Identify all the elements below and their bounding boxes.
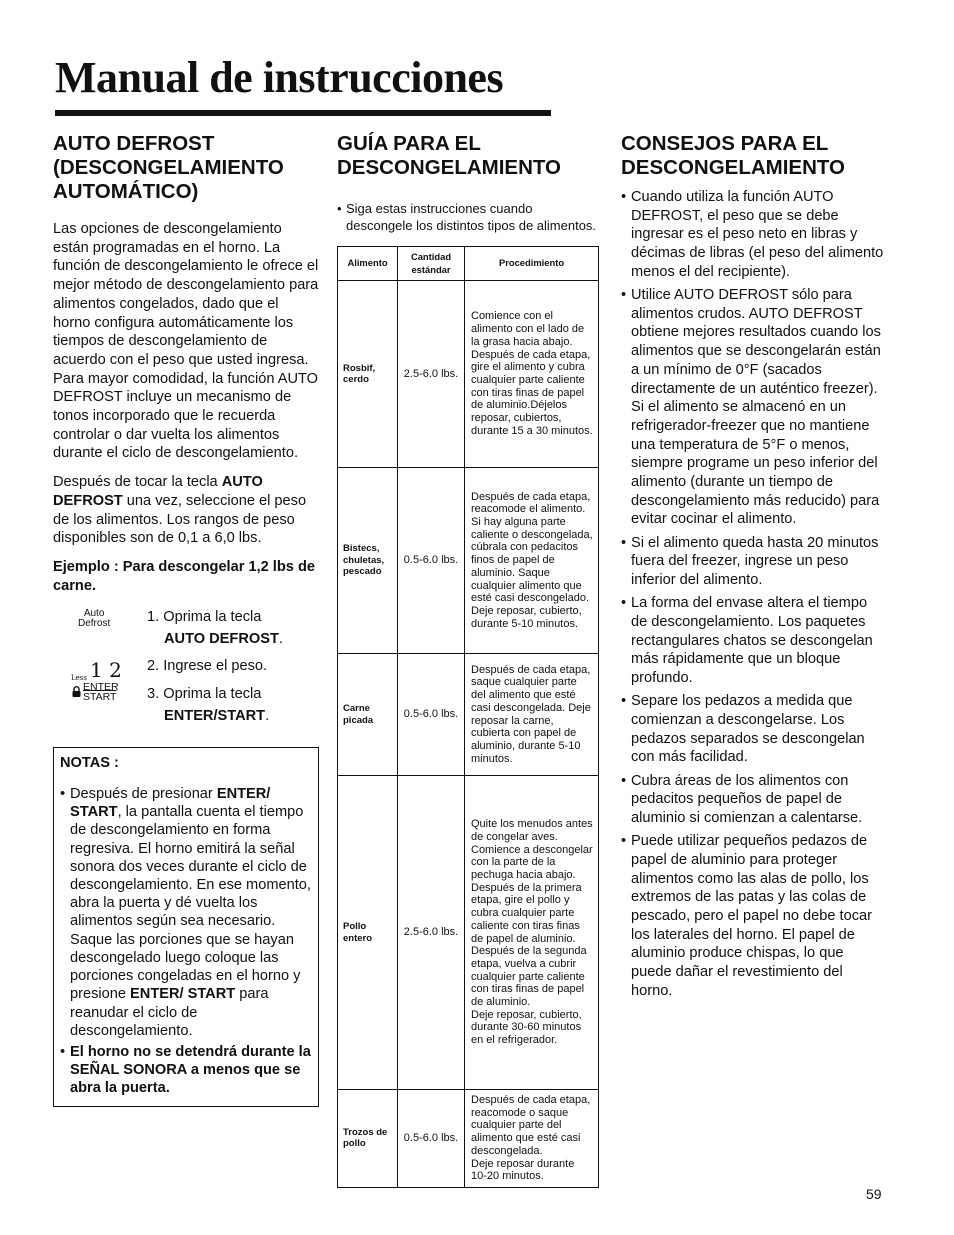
tip-item: • La forma del envase altera el tiempo de descongelamiento. Los paquetes rectangulares chatos se descongelan más rápidamente que un bloque profundo. bbox=[621, 594, 887, 688]
defrost-tips-column bbox=[621, 130, 887, 1001]
tip-item: • Utilice AUTO DEFROST sólo para alimentos crudos. AUTO DEFROST obtiene mejores resultados cuando los alimentos que se descongelarán están a un mínimo de 0°F (sacados directamente de un auténtico freezer). Si el alimento se almacenó en un refrigerador-freezer que no mantiene una temperatura de 5°F o menos, siempre programe un peso inferior del alimento (durante un tiempo de descongelamiento más reducido) para evitar cocinar el alimento. bbox=[621, 286, 887, 529]
step-3: 3. Oprima la tecla ENTER/START. bbox=[147, 686, 270, 725]
auto-defrost-column bbox=[53, 130, 319, 1107]
auto-defrost-key-icon: Auto Defrost bbox=[78, 608, 111, 630]
page-title: Manual de instrucciones bbox=[55, 53, 504, 102]
note-item: • El horno no se detendrá durante la SEÑAL SONORA a menos que se abra la puerta. bbox=[60, 1043, 312, 1098]
example-heading: Ejemplo : Para descongelar 1,2 lbs de carne. bbox=[53, 558, 315, 594]
auto-defrost-instructions: Después de tocar la tecla AUTO DEFROST una vez, seleccione el peso de los alimentos. Los rangos de peso disponibles son de 0,1 a 6,0 lbs. bbox=[53, 474, 307, 547]
table-row bbox=[338, 468, 599, 654]
note-item: • Después de presionar ENTER/ START, la pantalla cuenta el tiempo de descongelamiento en forma regresiva. El horno emitirá la señal sonora dos veces durante el ciclo de descongelamiento. En ese momento, abra la puerta y dé vuelta los alimentos según sea necesario. Saque las porciones que se hayan descongelado luego coloque las porciones congeladas en el horno y presione ENTER/ START para reanudar el ciclo de descongelamiento. bbox=[60, 785, 312, 1040]
column-header-food: Alimento bbox=[338, 247, 398, 281]
quantity-cell: 0.5-6.0 lbs. bbox=[398, 654, 465, 776]
food-cell: Trozos de pollo bbox=[338, 1090, 398, 1188]
table-row bbox=[338, 776, 599, 1090]
defrost-guide-column bbox=[337, 130, 599, 1188]
column-header-quantity: Cantidad estándar bbox=[398, 247, 465, 281]
defrost-guide-heading: GUÍA PARA EL DESCONGELAMIENTO bbox=[337, 132, 561, 179]
lock-icon bbox=[72, 686, 81, 697]
tip-item: • Cubra áreas de los alimentos con pedacitos pequeños de papel de aluminio si comienzan a calentarse. bbox=[621, 772, 887, 828]
title-rule bbox=[55, 110, 551, 116]
defrost-tips-heading: CONSEJOS PARA EL DESCONGELAMIENTO bbox=[621, 132, 845, 179]
column-header-procedure: Procedimiento bbox=[465, 247, 599, 281]
quantity-cell: 2.5-6.0 lbs. bbox=[398, 776, 465, 1090]
food-cell: Bistecs, chuletas, pescado bbox=[338, 468, 398, 654]
notes-title: NOTAS : bbox=[60, 755, 119, 772]
tip-item: • Cuando utiliza la función AUTO DEFROST, el peso que se debe ingresar es el peso neto en libras y décimas de libras (el peso del alimento menos el del recipiente). bbox=[621, 188, 887, 282]
auto-defrost-heading: AUTO DEFROST (DESCONGELAMIENTO AUTOMÁTICO) bbox=[53, 132, 284, 203]
step-2: 2. Ingrese el peso. bbox=[147, 658, 268, 675]
page-number: 59 bbox=[866, 1186, 882, 1202]
food-cell: Carne picada bbox=[338, 654, 398, 776]
procedure-cell: Después de cada etapa, saque cualquier parte del alimento que esté casi descongelada. Deje reposar la carne, cubierta con papel de aluminio, durante 5-10 minutos. bbox=[465, 654, 599, 776]
table-row bbox=[338, 281, 599, 468]
auto-defrost-intro: Las opciones de descongelamiento están programadas en el horno. La función de descongelamiento le ofrece el mejor método de descongelamiento para alimentos congelados, dado que el horno configura automáticamente los tiempos de descongelamiento de acuerdo con el peso que usted ingresa. Para mayor comodidad, la función AUTO DEFROST incluye un mecanismo de tonos incorporado que le recuerda controlar o dar vuelta los alimentos durante el ciclo de descongelamiento. bbox=[53, 221, 319, 462]
defrost-tips-list bbox=[621, 188, 887, 1001]
step-1: 1. Oprima la tecla AUTO DEFROST. bbox=[147, 609, 283, 648]
table-row bbox=[338, 1090, 599, 1188]
procedure-cell: Después de cada etapa, reacomode el alimento. Si hay alguna parte caliente o descongelada, cúbrala con pedacitos finos de papel de aluminio. Saque cualquier alimento que esté casi descongelado. Deje reposar, cubierto, durante 5-10 minutos. bbox=[465, 468, 599, 654]
enter-start-key-icon: ENTER START bbox=[72, 682, 119, 702]
procedure-cell: Después de cada etapa, reacomode o saque cualquier parte del alimento que esté casi descongelada. Deje reposar durante 10-20 minutos. bbox=[465, 1090, 599, 1188]
tip-item: • Si el alimento queda hasta 20 minutos fuera del freezer, ingrese un peso inferior del alimento. bbox=[621, 534, 887, 590]
notes-box bbox=[53, 747, 319, 1106]
defrost-guide-intro: • Siga estas instrucciones cuando descongele los distintos tipos de alimentos. bbox=[337, 200, 599, 234]
tip-item: • Separe los pedazos a medida que comienzan a descongelarse. Los pedazos separados se descongelan con más facilidad. bbox=[621, 692, 887, 767]
quantity-cell: 2.5-6.0 lbs. bbox=[398, 281, 465, 468]
food-cell: Rosbif, cerdo bbox=[338, 281, 398, 468]
defrost-guide-table bbox=[337, 246, 599, 1188]
food-cell: Pollo entero bbox=[338, 776, 398, 1090]
number-keys-icon: Less 1 2 bbox=[71, 658, 122, 683]
table-header-row bbox=[338, 247, 599, 281]
procedure-cell: Comience con el alimento con el lado de la grasa hacia abajo. Después de cada etapa, gire el alimento y cubra cualquier parte caliente con tiras finas de papel de aluminio.Déjelos reposar, cubiertos, durante 15 a 30 minutos. bbox=[465, 281, 599, 468]
tip-item: • Puede utilizar pequeños pedazos de papel de aluminio para proteger alimentos como las alas de pollo, los extremos de las patas y las colas de pescado, pero el papel no debe tocar los laterales del horno. El papel de aluminio produce chispas, lo que puede dañar el revestimiento del horno. bbox=[621, 832, 887, 1000]
quantity-cell: 0.5-6.0 lbs. bbox=[398, 468, 465, 654]
example-steps bbox=[53, 609, 319, 729]
table-row bbox=[338, 654, 599, 776]
quantity-cell: 0.5-6.0 lbs. bbox=[398, 1090, 465, 1188]
procedure-cell: Quite los menudos antes de congelar aves. Comience a descongelar con la parte de la pechuga hacia abajo. Después de la primera etapa, gire el pollo y cubra cualquier parte caliente con tiras finas de papel de aluminio. Después de la segunda etapa, vuelva a cubrir cualquier parte caliente con tiras finas de papel de aluminio. Deje reposar, cubierto, durante 30-60 minutos en el refrigerador. bbox=[465, 776, 599, 1090]
